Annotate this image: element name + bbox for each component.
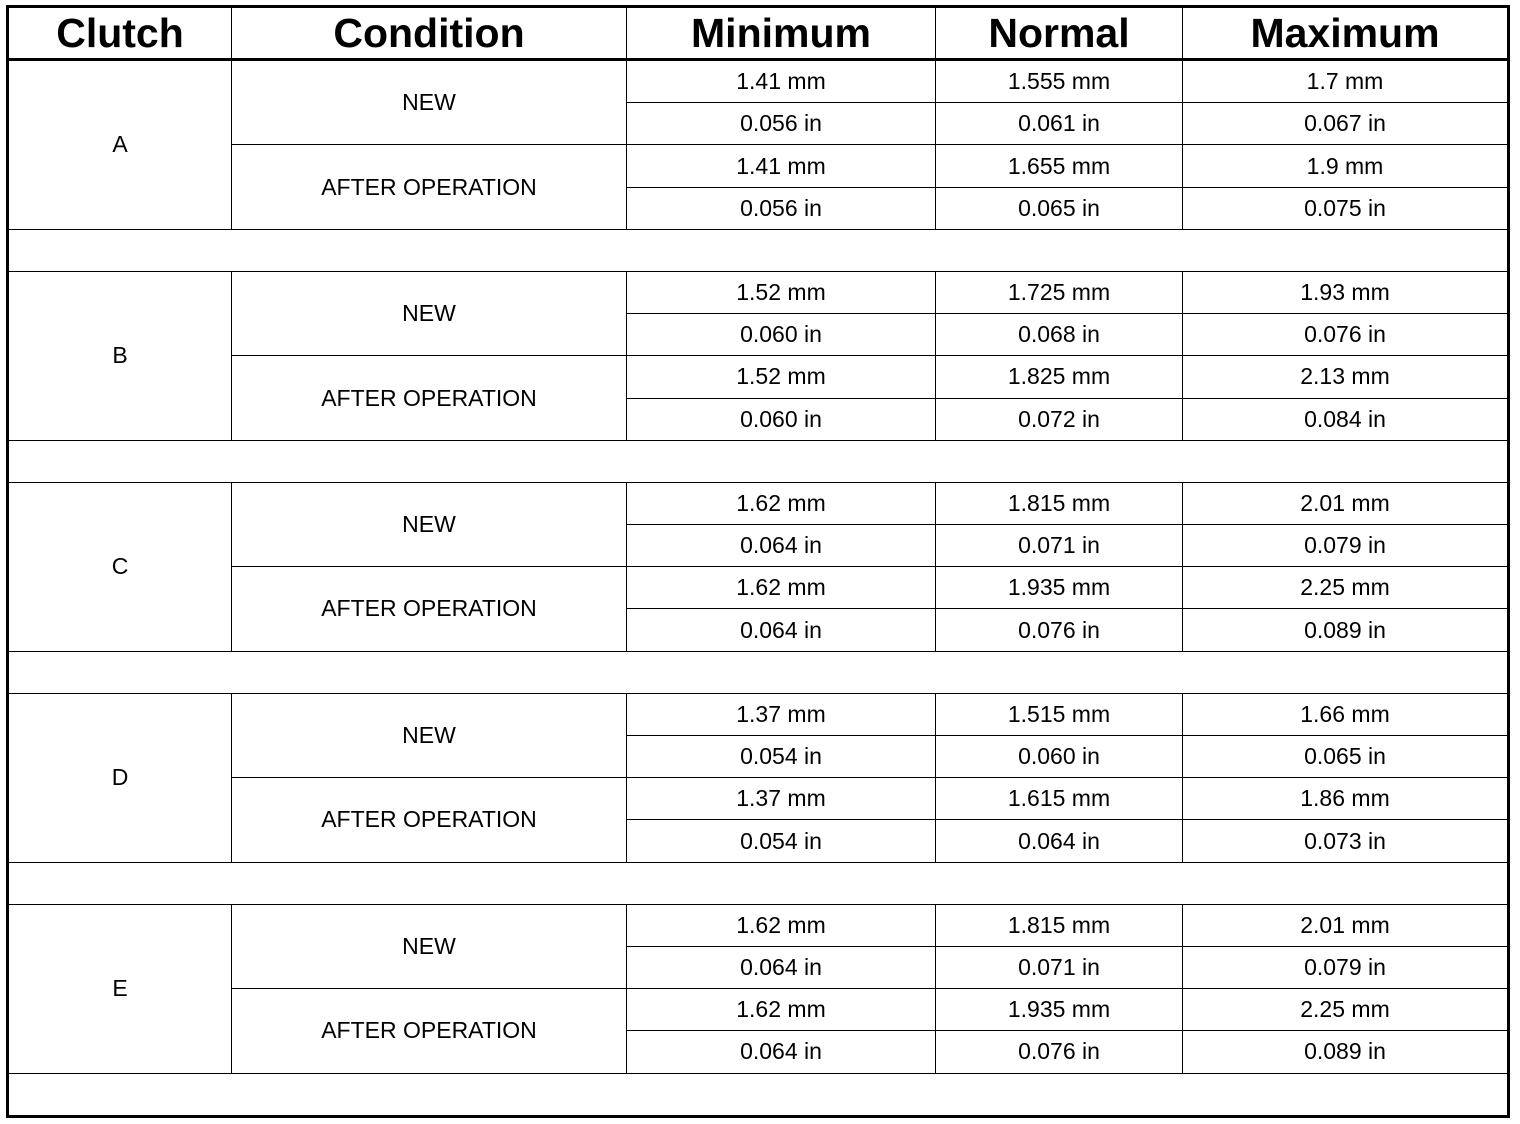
normal-cell: 0.071 in <box>936 525 1183 567</box>
normal-cell: 1.555 mm <box>936 60 1183 103</box>
separator-cell <box>8 862 1509 904</box>
header-maximum: Maximum <box>1183 7 1509 60</box>
minimum-cell: 1.52 mm <box>627 271 936 313</box>
minimum-cell: 0.064 in <box>627 1031 936 1073</box>
table-body <box>8 60 1509 1117</box>
header-clutch: Clutch <box>8 7 232 60</box>
minimum-cell: 1.62 mm <box>627 567 936 609</box>
maximum-cell: 0.073 in <box>1183 820 1509 862</box>
minimum-cell: 1.41 mm <box>627 145 936 187</box>
minimum-cell: 0.060 in <box>627 398 936 440</box>
maximum-cell: 2.25 mm <box>1183 989 1509 1031</box>
separator-cell <box>8 229 1509 271</box>
clutch-cell: B <box>8 271 232 440</box>
minimum-cell: 1.52 mm <box>627 356 936 398</box>
maximum-cell: 0.079 in <box>1183 946 1509 988</box>
header-condition: Condition <box>232 7 627 60</box>
table-row <box>8 356 1509 398</box>
table-row <box>8 482 1509 524</box>
minimum-cell: 1.37 mm <box>627 693 936 735</box>
minimum-cell: 1.41 mm <box>627 60 936 103</box>
normal-cell: 1.815 mm <box>936 904 1183 946</box>
maximum-cell: 1.7 mm <box>1183 60 1509 103</box>
clutch-cell: E <box>8 904 232 1073</box>
table-row <box>8 60 1509 103</box>
condition-cell: AFTER OPERATION <box>232 778 627 862</box>
clutch-cell: D <box>8 693 232 862</box>
minimum-cell: 1.37 mm <box>627 778 936 820</box>
header-row <box>8 7 1509 60</box>
maximum-cell: 2.01 mm <box>1183 482 1509 524</box>
normal-cell: 0.068 in <box>936 314 1183 356</box>
separator-cell <box>8 1073 1509 1116</box>
maximum-cell: 0.075 in <box>1183 187 1509 229</box>
clutch-cell: C <box>8 482 232 651</box>
minimum-cell: 0.056 in <box>627 187 936 229</box>
condition-cell: NEW <box>232 60 627 145</box>
minimum-cell: 0.054 in <box>627 736 936 778</box>
table-row <box>8 145 1509 187</box>
maximum-cell: 0.089 in <box>1183 609 1509 651</box>
separator-cell <box>8 440 1509 482</box>
minimum-cell: 1.62 mm <box>627 482 936 524</box>
clutch-cell: A <box>8 60 232 230</box>
maximum-cell: 0.089 in <box>1183 1031 1509 1073</box>
normal-cell: 1.825 mm <box>936 356 1183 398</box>
minimum-cell: 0.064 in <box>627 946 936 988</box>
separator-row <box>8 862 1509 904</box>
maximum-cell: 1.93 mm <box>1183 271 1509 313</box>
condition-cell: NEW <box>232 482 627 566</box>
normal-cell: 0.061 in <box>936 103 1183 145</box>
condition-cell: NEW <box>232 271 627 355</box>
clutch-spec-table <box>6 5 1510 1118</box>
maximum-cell: 0.065 in <box>1183 736 1509 778</box>
maximum-cell: 2.25 mm <box>1183 567 1509 609</box>
separator-row <box>8 651 1509 693</box>
normal-cell: 1.725 mm <box>936 271 1183 313</box>
minimum-cell: 1.62 mm <box>627 904 936 946</box>
normal-cell: 0.072 in <box>936 398 1183 440</box>
minimum-cell: 0.054 in <box>627 820 936 862</box>
table-row <box>8 693 1509 735</box>
table-header <box>8 7 1509 60</box>
normal-cell: 1.935 mm <box>936 567 1183 609</box>
table-row <box>8 904 1509 946</box>
normal-cell: 1.815 mm <box>936 482 1183 524</box>
maximum-cell: 0.079 in <box>1183 525 1509 567</box>
maximum-cell: 1.9 mm <box>1183 145 1509 187</box>
normal-cell: 0.064 in <box>936 820 1183 862</box>
maximum-cell: 0.076 in <box>1183 314 1509 356</box>
separator-row <box>8 1073 1509 1116</box>
maximum-cell: 2.13 mm <box>1183 356 1509 398</box>
maximum-cell: 1.86 mm <box>1183 778 1509 820</box>
normal-cell: 1.655 mm <box>936 145 1183 187</box>
maximum-cell: 2.01 mm <box>1183 904 1509 946</box>
condition-cell: NEW <box>232 904 627 988</box>
normal-cell: 0.065 in <box>936 187 1183 229</box>
minimum-cell: 0.064 in <box>627 525 936 567</box>
normal-cell: 0.076 in <box>936 609 1183 651</box>
condition-cell: AFTER OPERATION <box>232 145 627 229</box>
separator-cell <box>8 651 1509 693</box>
condition-cell: AFTER OPERATION <box>232 356 627 440</box>
minimum-cell: 0.056 in <box>627 103 936 145</box>
maximum-cell: 1.66 mm <box>1183 693 1509 735</box>
maximum-cell: 0.067 in <box>1183 103 1509 145</box>
normal-cell: 1.515 mm <box>936 693 1183 735</box>
table-row <box>8 567 1509 609</box>
header-minimum: Minimum <box>627 7 936 60</box>
minimum-cell: 0.064 in <box>627 609 936 651</box>
table-row <box>8 271 1509 313</box>
normal-cell: 1.615 mm <box>936 778 1183 820</box>
minimum-cell: 0.060 in <box>627 314 936 356</box>
normal-cell: 0.076 in <box>936 1031 1183 1073</box>
maximum-cell: 0.084 in <box>1183 398 1509 440</box>
table-row <box>8 989 1509 1031</box>
normal-cell: 0.060 in <box>936 736 1183 778</box>
separator-row <box>8 229 1509 271</box>
separator-row <box>8 440 1509 482</box>
header-normal: Normal <box>936 7 1183 60</box>
normal-cell: 0.071 in <box>936 946 1183 988</box>
normal-cell: 1.935 mm <box>936 989 1183 1031</box>
condition-cell: NEW <box>232 693 627 777</box>
condition-cell: AFTER OPERATION <box>232 567 627 651</box>
condition-cell: AFTER OPERATION <box>232 989 627 1073</box>
minimum-cell: 1.62 mm <box>627 989 936 1031</box>
table-row <box>8 778 1509 820</box>
